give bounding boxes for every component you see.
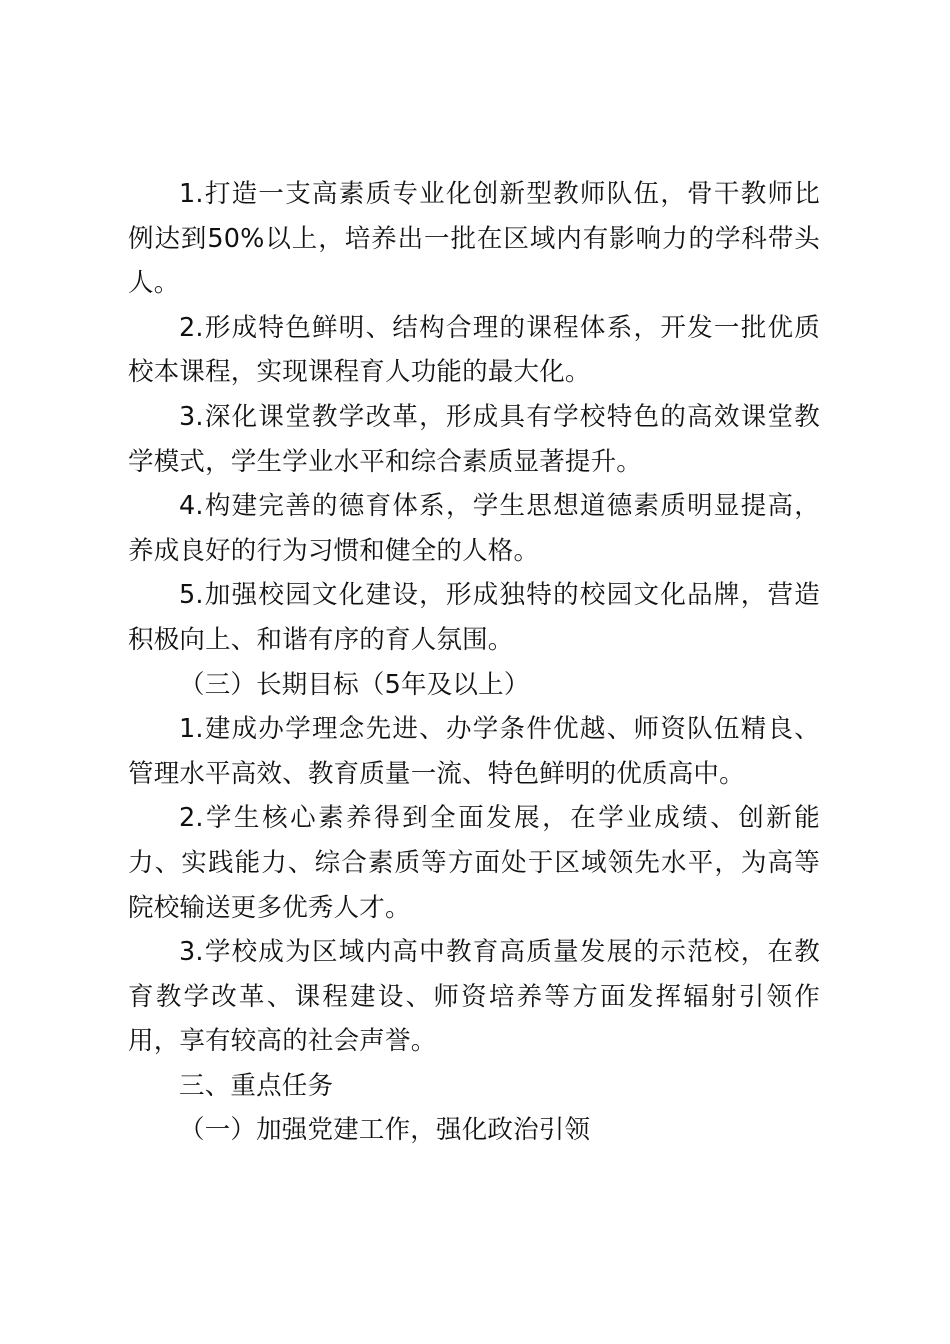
- document-body: [128, 172, 820, 1153]
- goal-campus-culture: 5.加强校园文化建设，形成独特的校园文化品牌，营造积极向上、和谐有序的育人氛围。: [128, 580, 820, 655]
- goal-teacher-team: 1.打造一支高素质专业化创新型教师队伍，骨干教师比例达到50%以上，培养出一批在区域内有影响力的学科带头人。: [128, 179, 820, 299]
- subsection-heading-party-building: （一）加强党建工作，强化政治引领: [179, 1115, 591, 1146]
- long-term-goal-quality-school: 1.建成办学理念先进、办学条件优越、师资队伍精良、管理水平高效、教育质量一流、特色鲜明的优质高中。: [128, 714, 820, 789]
- section-heading-long-term-goals: （三）长期目标（5年及以上）: [179, 669, 530, 700]
- goal-curriculum-system: 2.形成特色鲜明、结构合理的课程体系，开发一批优质校本课程，实现课程育人功能的最大化。: [128, 312, 820, 388]
- long-term-goal-model-school: 3.学校成为区域内高中教育高质量发展的示范校，在教育教学改革、课程建设、师资培养等方面发挥辐射引领作用，享有较高的社会声誉。: [128, 937, 820, 1057]
- long-term-goal-student-development: 2.学生核心素养得到全面发展，在学业成绩、创新能力、实践能力、综合素质等方面处于区域领先水平，为高等院校输送更多优秀人才。: [128, 803, 820, 923]
- goal-classroom-reform: 3.深化课堂教学改革，形成具有学校特色的高效课堂教学模式，学生学业水平和综合素质显著提升。: [128, 401, 820, 477]
- goal-moral-education: 4.构建完善的德育体系，学生思想道德素质明显提高，养成良好的行为习惯和健全的人格。: [128, 491, 820, 566]
- section-heading-key-tasks: 三、重点任务: [179, 1070, 334, 1101]
